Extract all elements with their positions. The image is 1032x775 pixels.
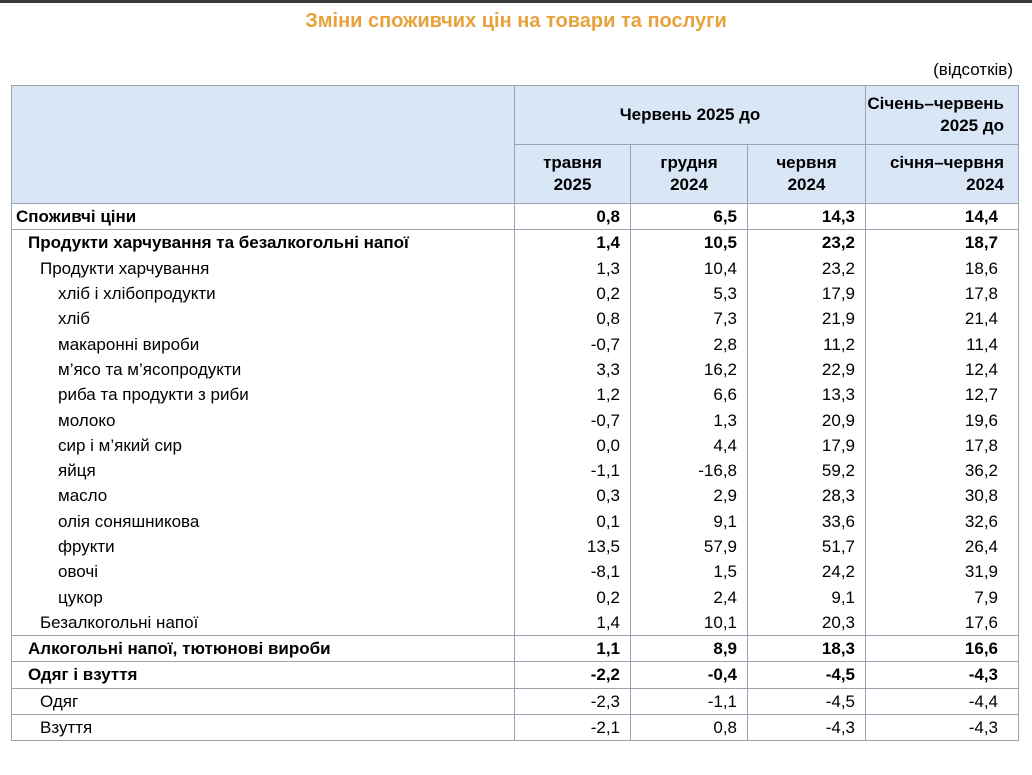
value-cell: 4,4 bbox=[631, 433, 748, 458]
row-label: хліб bbox=[12, 306, 515, 331]
value-cell: 0,1 bbox=[515, 509, 631, 534]
table-row bbox=[12, 407, 1019, 432]
table-row bbox=[12, 509, 1019, 534]
row-label: олія соняшникова bbox=[12, 509, 515, 534]
value-cell: 21,9 bbox=[748, 306, 866, 331]
value-cell: 2,9 bbox=[631, 483, 748, 508]
value-cell: 11,4 bbox=[866, 331, 1019, 356]
value-cell: 24,2 bbox=[748, 559, 866, 584]
value-cell: 10,4 bbox=[631, 256, 748, 281]
row-label: м’ясо та м’ясопродукти bbox=[12, 357, 515, 382]
value-cell: 17,9 bbox=[748, 281, 866, 306]
value-cell: -0,7 bbox=[515, 407, 631, 432]
value-cell: 20,3 bbox=[748, 610, 866, 636]
value-cell: 1,4 bbox=[515, 230, 631, 256]
value-cell: -2,2 bbox=[515, 662, 631, 688]
table-row bbox=[12, 610, 1019, 636]
header-blank-cell bbox=[12, 86, 515, 204]
value-cell: 10,1 bbox=[631, 610, 748, 636]
value-cell: 0,3 bbox=[515, 483, 631, 508]
header-group-jan-jun-2025 bbox=[866, 86, 1019, 145]
header-group-june-2025: Червень 2025 до bbox=[515, 86, 866, 145]
value-cell: -8,1 bbox=[515, 559, 631, 584]
value-cell: 1,3 bbox=[515, 256, 631, 281]
value-cell: 6,6 bbox=[631, 382, 748, 407]
value-cell: 18,7 bbox=[866, 230, 1019, 256]
value-cell: 20,9 bbox=[748, 407, 866, 432]
value-cell: 32,6 bbox=[866, 509, 1019, 534]
value-cell: -16,8 bbox=[631, 458, 748, 483]
value-cell: 0,2 bbox=[515, 584, 631, 609]
value-cell: 31,9 bbox=[866, 559, 1019, 584]
value-cell: 7,9 bbox=[866, 584, 1019, 609]
value-cell: 14,4 bbox=[866, 204, 1019, 230]
value-cell: 36,2 bbox=[866, 458, 1019, 483]
row-label: яйця bbox=[12, 458, 515, 483]
row-label: Безалкогольні напої bbox=[12, 610, 515, 636]
table-row bbox=[12, 534, 1019, 559]
value-cell: 6,5 bbox=[631, 204, 748, 230]
table-row bbox=[12, 331, 1019, 356]
value-cell: 26,4 bbox=[866, 534, 1019, 559]
header-sub-year: 2024 bbox=[966, 175, 1004, 194]
value-cell: -2,3 bbox=[515, 688, 631, 714]
table-row bbox=[12, 458, 1019, 483]
table-row bbox=[12, 559, 1019, 584]
value-cell: 11,2 bbox=[748, 331, 866, 356]
units-label: (відсотків) bbox=[933, 60, 1013, 79]
header-sub-label: грудня bbox=[660, 153, 718, 172]
value-cell: 10,5 bbox=[631, 230, 748, 256]
value-cell: 0,8 bbox=[631, 714, 748, 740]
value-cell: 12,7 bbox=[866, 382, 1019, 407]
value-cell: 13,3 bbox=[748, 382, 866, 407]
header-sub-label: травня bbox=[543, 153, 602, 172]
value-cell: 21,4 bbox=[866, 306, 1019, 331]
header-sub-jan-jun-2024 bbox=[866, 145, 1019, 204]
value-cell: -4,3 bbox=[866, 662, 1019, 688]
value-cell: 17,9 bbox=[748, 433, 866, 458]
row-label: макаронні вироби bbox=[12, 331, 515, 356]
row-label: Одяг і взуття bbox=[12, 662, 515, 688]
value-cell: 14,3 bbox=[748, 204, 866, 230]
value-cell: 7,3 bbox=[631, 306, 748, 331]
value-cell: -4,4 bbox=[866, 688, 1019, 714]
row-label: овочі bbox=[12, 559, 515, 584]
row-label: Алкогольні напої, тютюнові вироби bbox=[12, 636, 515, 662]
value-cell: 9,1 bbox=[748, 584, 866, 609]
page-title: Зміни споживчих цін на товари та послуги bbox=[305, 10, 727, 32]
value-cell: 2,4 bbox=[631, 584, 748, 609]
row-label: Споживчі ціни bbox=[12, 204, 515, 230]
top-rule bbox=[0, 0, 1032, 3]
header-sub-year: 2024 bbox=[787, 175, 826, 194]
header-group2-line2: 2025 до bbox=[940, 116, 1004, 135]
price-changes-table bbox=[11, 85, 1019, 741]
value-cell: 57,9 bbox=[631, 534, 748, 559]
value-cell: 51,7 bbox=[748, 534, 866, 559]
table-row bbox=[12, 382, 1019, 407]
value-cell: 0,8 bbox=[515, 204, 631, 230]
value-cell: 5,3 bbox=[631, 281, 748, 306]
row-label: сир і м’який сир bbox=[12, 433, 515, 458]
value-cell: 0,0 bbox=[515, 433, 631, 458]
value-cell: 59,2 bbox=[748, 458, 866, 483]
table-row bbox=[12, 636, 1019, 662]
value-cell: 12,4 bbox=[866, 357, 1019, 382]
row-label: фрукти bbox=[12, 534, 515, 559]
header-sub-may-2025 bbox=[515, 145, 631, 204]
table-body bbox=[12, 204, 1019, 741]
header-sub-dec-2024 bbox=[631, 145, 748, 204]
value-cell: 8,9 bbox=[631, 636, 748, 662]
value-cell: 17,8 bbox=[866, 433, 1019, 458]
value-cell: 18,6 bbox=[866, 256, 1019, 281]
row-label: Продукти харчування bbox=[12, 256, 515, 281]
value-cell: 3,3 bbox=[515, 357, 631, 382]
value-cell: 16,2 bbox=[631, 357, 748, 382]
row-label: Взуття bbox=[12, 714, 515, 740]
table-row bbox=[12, 306, 1019, 331]
value-cell: 1,1 bbox=[515, 636, 631, 662]
row-label: риба та продукти з риби bbox=[12, 382, 515, 407]
value-cell: -4,3 bbox=[866, 714, 1019, 740]
table-row bbox=[12, 584, 1019, 609]
table-row bbox=[12, 662, 1019, 688]
table-row bbox=[12, 281, 1019, 306]
table-row bbox=[12, 204, 1019, 230]
value-cell: 0,2 bbox=[515, 281, 631, 306]
value-cell: 33,6 bbox=[748, 509, 866, 534]
value-cell: -4,5 bbox=[748, 688, 866, 714]
value-cell: -0,7 bbox=[515, 331, 631, 356]
value-cell: -4,3 bbox=[748, 714, 866, 740]
table-row bbox=[12, 483, 1019, 508]
value-cell: 17,8 bbox=[866, 281, 1019, 306]
row-label: молоко bbox=[12, 407, 515, 432]
table-row bbox=[12, 433, 1019, 458]
row-label: цукор bbox=[12, 584, 515, 609]
table-row bbox=[12, 256, 1019, 281]
value-cell: 1,4 bbox=[515, 610, 631, 636]
row-label: Одяг bbox=[12, 688, 515, 714]
value-cell: 1,2 bbox=[515, 382, 631, 407]
header-sub-label: січня–червня bbox=[889, 153, 1004, 172]
row-label: хліб і хлібопродукти bbox=[12, 281, 515, 306]
value-cell: 18,3 bbox=[748, 636, 866, 662]
header-sub-year: 2024 bbox=[670, 175, 708, 194]
header-group2-line1: Січень–червень bbox=[867, 94, 1004, 113]
value-cell: 9,1 bbox=[631, 509, 748, 534]
value-cell: 23,2 bbox=[748, 256, 866, 281]
table-row bbox=[12, 714, 1019, 740]
value-cell: 1,3 bbox=[631, 407, 748, 432]
value-cell: 17,6 bbox=[866, 610, 1019, 636]
table-row bbox=[12, 688, 1019, 714]
row-label: масло bbox=[12, 483, 515, 508]
value-cell: 23,2 bbox=[748, 230, 866, 256]
header-sub-jun-2024 bbox=[748, 145, 866, 204]
value-cell: 13,5 bbox=[515, 534, 631, 559]
value-cell: 1,5 bbox=[631, 559, 748, 584]
table-row bbox=[12, 230, 1019, 256]
header-sub-label: червня bbox=[776, 153, 837, 172]
value-cell: -1,1 bbox=[631, 688, 748, 714]
value-cell: 22,9 bbox=[748, 357, 866, 382]
value-cell: 28,3 bbox=[748, 483, 866, 508]
row-label: Продукти харчування та безалкогольні напої bbox=[12, 230, 515, 256]
value-cell: 2,8 bbox=[631, 331, 748, 356]
value-cell: -1,1 bbox=[515, 458, 631, 483]
value-cell: 0,8 bbox=[515, 306, 631, 331]
value-cell: -4,5 bbox=[748, 662, 866, 688]
header-sub-year: 2025 bbox=[553, 175, 592, 194]
value-cell: 16,6 bbox=[866, 636, 1019, 662]
value-cell: -2,1 bbox=[515, 714, 631, 740]
value-cell: -0,4 bbox=[631, 662, 748, 688]
table-row bbox=[12, 357, 1019, 382]
value-cell: 19,6 bbox=[866, 407, 1019, 432]
value-cell: 30,8 bbox=[866, 483, 1019, 508]
